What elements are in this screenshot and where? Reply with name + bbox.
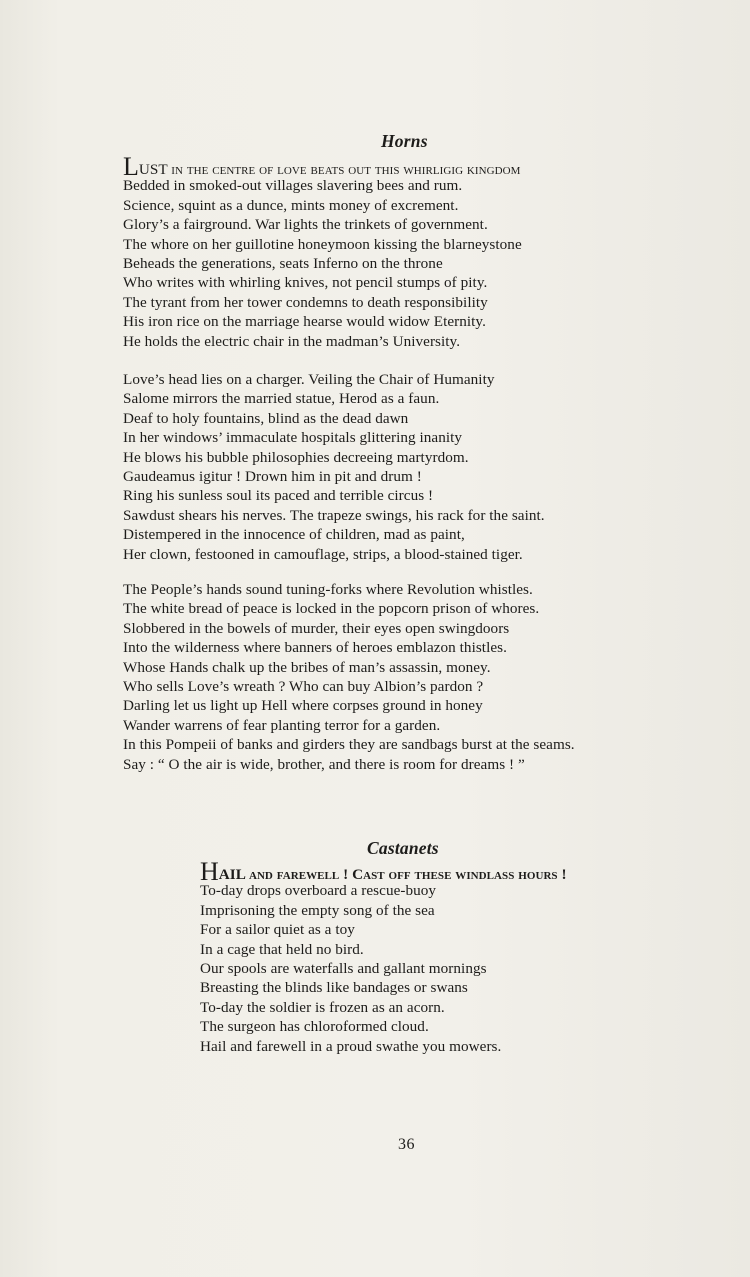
poem-line: Beheads the generations, seats Inferno on the throne [123,254,443,272]
poem-line: The white bread of peace is locked in the popcorn prison of whores. [123,600,540,618]
horns-stanza-3 [123,580,575,774]
drop-cap: H [200,857,219,886]
poem-line: His iron rice on the marriage hearse would widow Eternity. [123,313,486,331]
poem-line: Our spools are waterfalls and gallant mornings [200,959,487,977]
poem-line: The tyrant from her tower condemns to death responsibility [123,293,488,311]
poem-line: The whore on her guillotine honeymoon kissing the blarneystone [123,235,522,253]
poem-line: Love’s head lies on a charger. Veiling the Chair of Humanity [123,371,495,388]
poem-line: Hail and farewell in a proud swathe you mowers. [200,1037,502,1055]
poem-line: Breasting the blinds like bandages or swans [200,979,468,997]
page-number: 36 [398,1136,415,1153]
poem-line: Who writes with whirling knives, not pencil stumps of pity. [123,274,488,292]
poem-line: The People’s hands sound tuning-forks where Revolution whistles. [123,581,533,598]
poem-line: Slobbered in the bowels of murder, their eyes open swingdoors [123,619,510,637]
poem-line: In this Pompeii of banks and girders they are sandbags burst at the seams. [123,736,575,754]
horns-stanza-2 [123,370,545,564]
first-line-text: UST in the centre of love beats out this whirligig kingdom [138,161,521,178]
poem-line: Imprisoning the empty song of the sea [200,901,435,919]
poem-title-horns: Horns [381,130,428,151]
poem-line: Darling let us light up Hell where corpses ground in honey [123,697,483,715]
poem-line: Gaudeamus igitur ! Drown him in pit and drum ! [123,467,422,485]
first-line-text: AIL and farewell ! Cast off these windlass hours ! [218,866,567,883]
poem-line [123,152,522,181]
poem-line: Bedded in smoked-out villages slavering bees and rum. [123,177,463,195]
poem-line: For a sailor quiet as a toy [200,921,355,939]
poem-line: Say : “ O the air is wide, brother, and there is room for dreams ! ” [123,755,525,773]
horns-stanza-1 [123,152,522,351]
poem-line: He blows his bubble philosophies decreeing martyrdom. [123,448,469,466]
poem-line: He holds the electric chair in the madman’s University. [123,332,461,350]
poem-line: Who sells Love’s wreath ? Who can buy Albion’s pardon ? [123,677,484,695]
poem-line: Science, squint as a dunce, mints money of excrement. [123,196,459,214]
poem-line: Salome mirrors the married statue, Herod as a faun. [123,390,440,408]
poem-line: Whose Hands chalk up the bribes of man’s assassin, money. [123,658,491,676]
poem-line: Into the wilderness where banners of heroes emblazon thistles. [123,639,507,657]
drop-cap: L [123,152,139,181]
poem-line: Deaf to holy fountains, blind as the dead dawn [123,409,409,427]
poem-line: Wander warrens of fear planting terror for a garden. [123,716,441,734]
poem-line: Her clown, festooned in camouflage, strips, a blood-stained tiger. [123,545,523,563]
poem-line: Sawdust shears his nerves. The trapeze swings, his rack for the saint. [123,506,545,524]
poem-line: Ring his sunless soul its paced and terrible circus ! [123,487,434,505]
poem-line: The surgeon has chloroformed cloud. [200,1018,429,1036]
poem-line: Distempered in the innocence of children, mad as paint, [123,526,465,544]
poem-line: Glory’s a fairground. War lights the trinkets of government. [123,216,488,234]
poem-line: In her windows’ immaculate hospitals glittering inanity [123,429,463,447]
poem-line: In a cage that held no bird. [200,940,364,958]
poem-line [200,857,567,886]
castanets-stanza-1 [200,857,567,1056]
poem-line: To-day the soldier is frozen as an acorn. [200,998,445,1016]
poem-title-castanets: Castanets [367,837,439,858]
poem-line: To-day drops overboard a rescue-buoy [200,882,437,900]
